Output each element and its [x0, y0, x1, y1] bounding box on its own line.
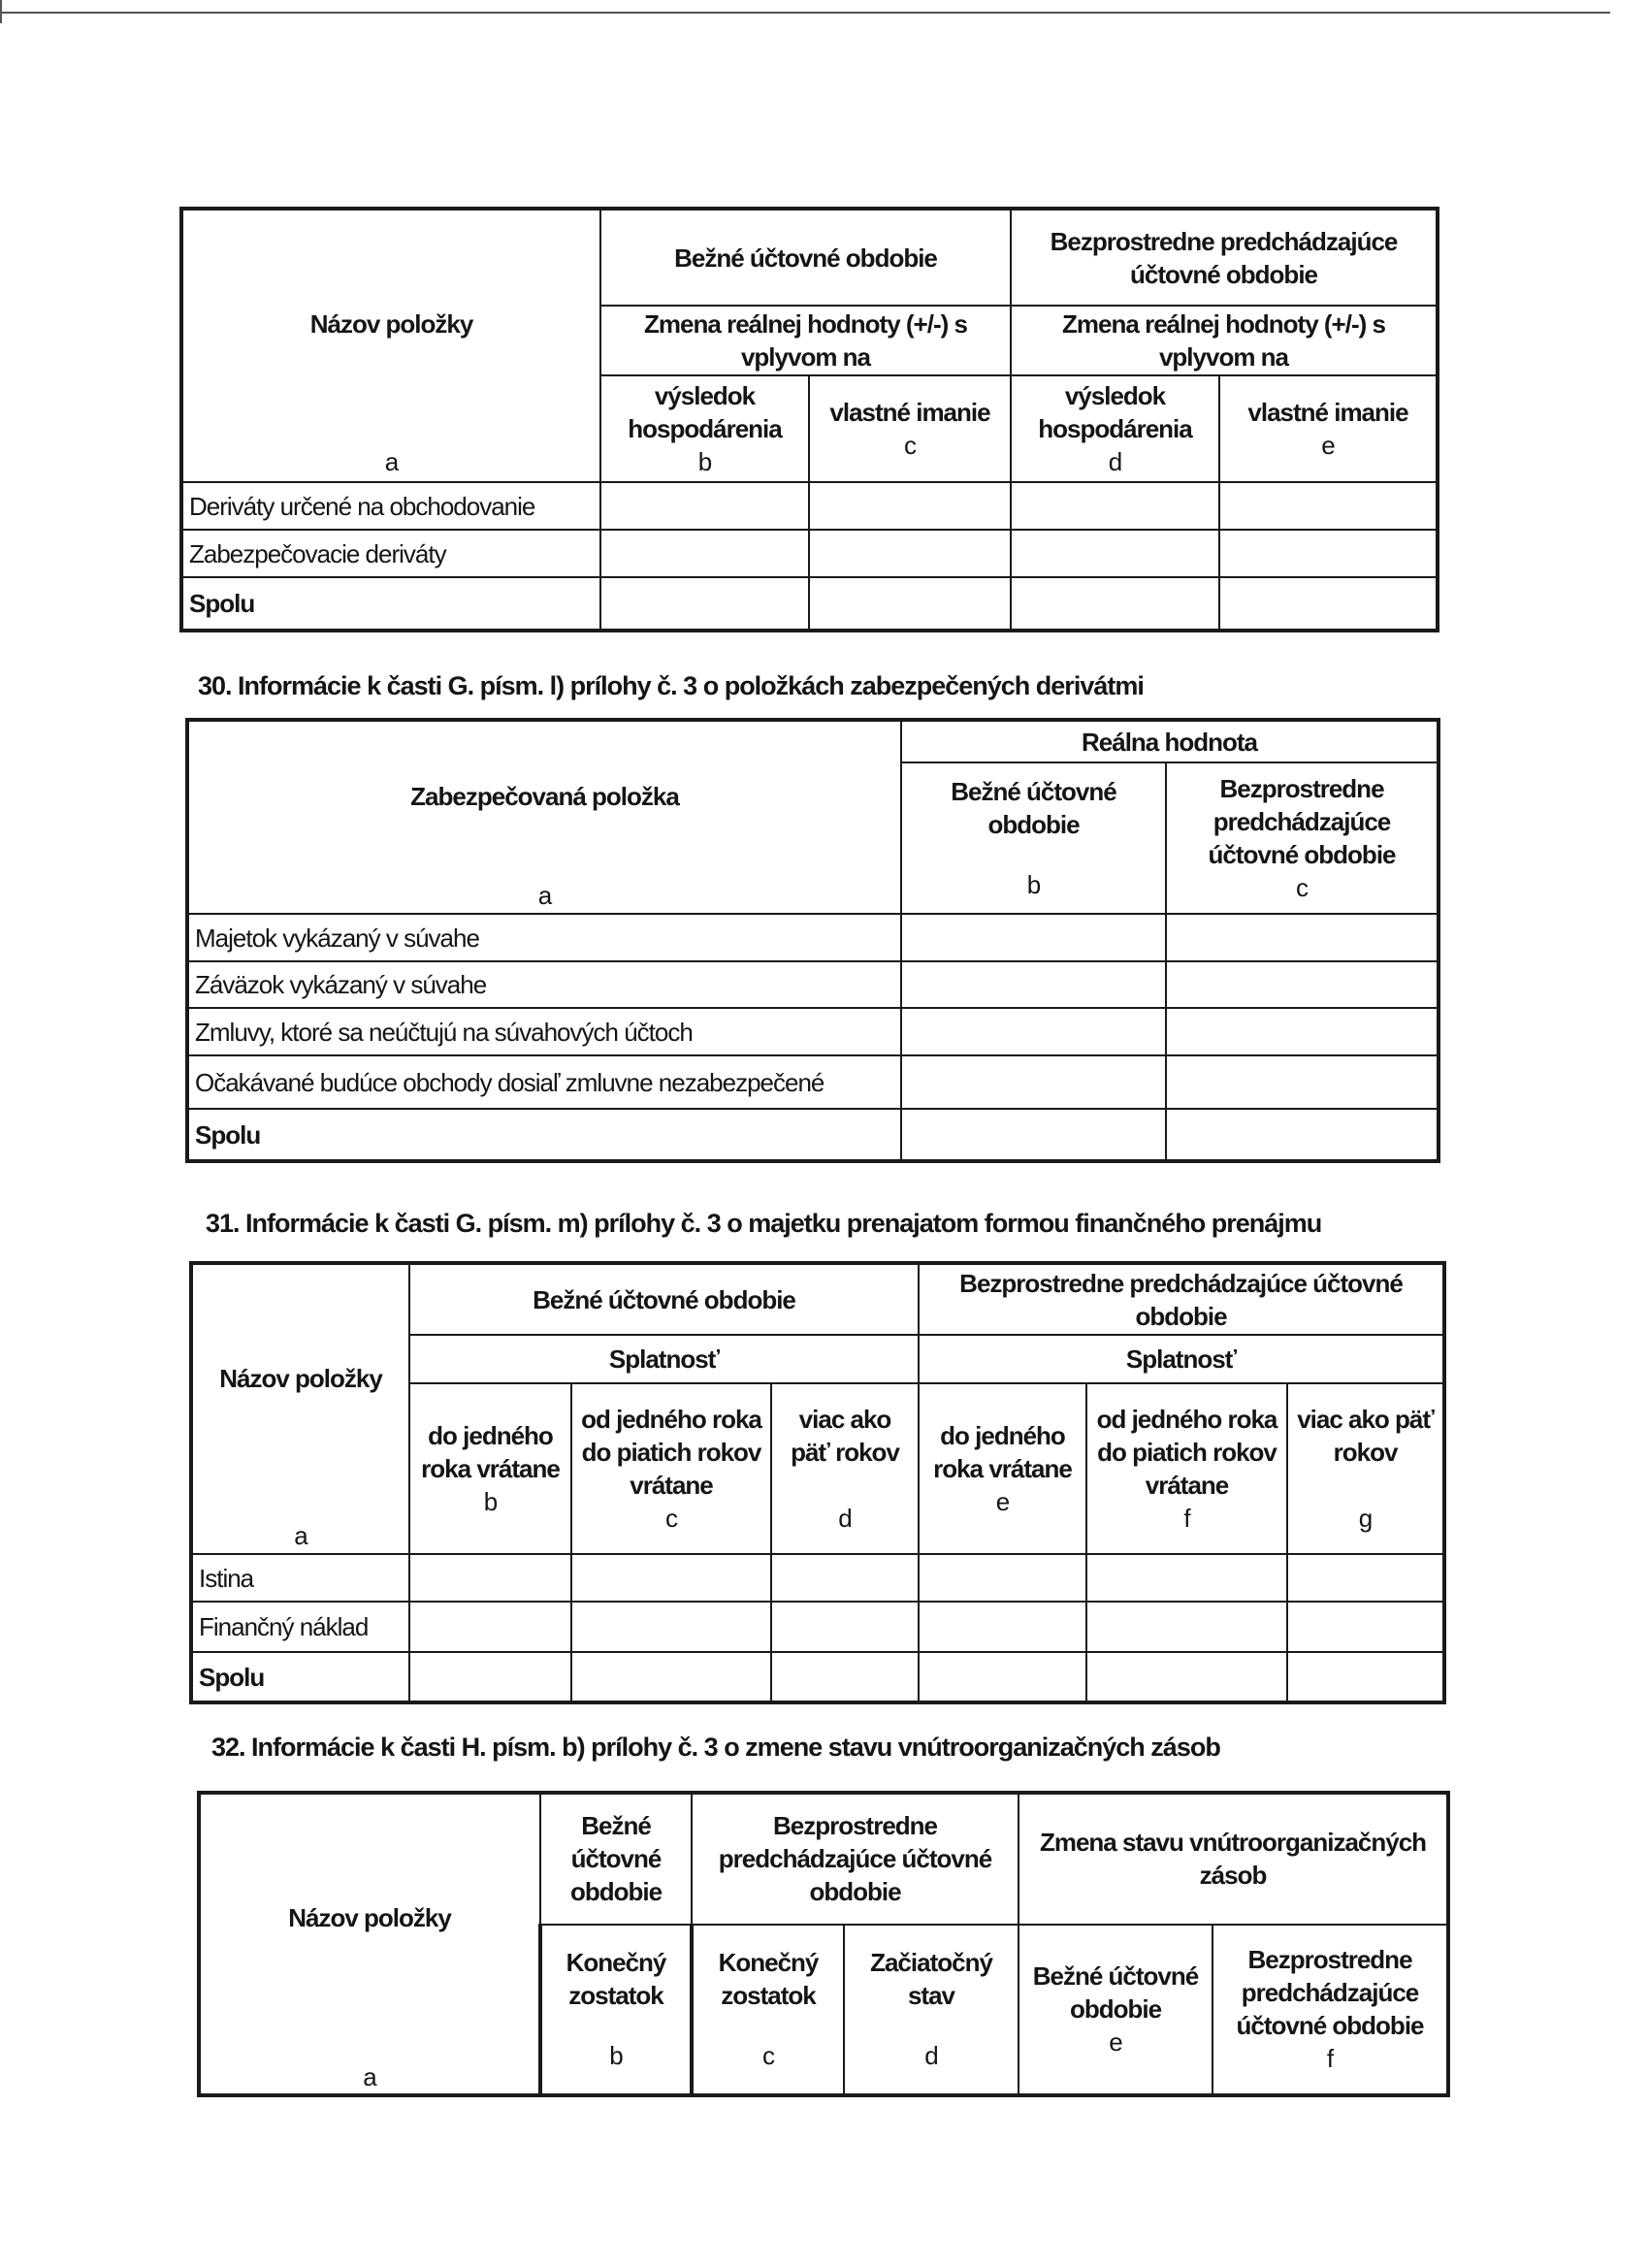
- column-header-equity: vlastné imanie e: [1219, 375, 1438, 482]
- table-cell[interactable]: [771, 1652, 919, 1702]
- column-header-result: výsledok hospodárenia d: [1011, 375, 1219, 482]
- row-label: Zabezpečovacie deriváty: [181, 530, 600, 577]
- table-cell[interactable]: [809, 577, 1011, 631]
- column-header-maturity: Splatnosť: [919, 1335, 1444, 1383]
- column-header-previous-period: Bezprostredne predchádzajúce účtovné obdobie f: [1212, 1925, 1448, 2095]
- column-header-up-to-1-year: do jedného roka vrátane e: [919, 1383, 1086, 1554]
- column-header-over-5-years: viac ako päť rokov g: [1287, 1383, 1444, 1554]
- column-header-equity: vlastné imanie c: [809, 375, 1011, 482]
- column-header-closing-balance: Konečný zostatok c: [692, 1925, 844, 2095]
- column-header-change: Zmena reálnej hodnoty (+/-) s vplyvom na: [600, 306, 1011, 375]
- scan-edge-line: [0, 0, 2, 23]
- table-cell[interactable]: [919, 1554, 1086, 1602]
- section-heading-30: 30. Informácie k časti G. písm. l) prílohy č. 3 o položkách zabezpečených derivátmi: [198, 671, 1144, 700]
- row-label: Finančný náklad: [191, 1602, 409, 1652]
- column-header-maturity: Splatnosť: [409, 1335, 919, 1383]
- table-cell[interactable]: [1086, 1554, 1287, 1602]
- column-header-hedged-item: Zabezpečovaná položka a: [187, 720, 901, 914]
- row-label: Istina: [191, 1554, 409, 1602]
- column-header-opening-balance: Začiatočný stav d: [844, 1925, 1018, 2095]
- section-heading-31: 31. Informácie k časti G. písm. m) prílohy č. 3 o majetku prenajatom formou finančného prenájmu: [206, 1209, 1322, 1238]
- table-cell[interactable]: [600, 577, 809, 631]
- table-cell[interactable]: [571, 1602, 771, 1652]
- table-cell[interactable]: [901, 961, 1166, 1008]
- row-label: Očakávané budúce obchody dosiaľ zmluvne nezabezpečené: [187, 1055, 901, 1109]
- column-header-result: výsledok hospodárenia b: [600, 375, 809, 482]
- column-header-1-to-5-years: od jedného roka do piatich rokov vrátane c: [571, 1383, 771, 1554]
- column-header-current-period: Bežné účtovné obdobie e: [1018, 1925, 1212, 2095]
- table-cell[interactable]: [571, 1554, 771, 1602]
- table-cell[interactable]: [1086, 1602, 1287, 1652]
- table-cell[interactable]: [600, 482, 809, 530]
- column-header-name: Názov položky a: [199, 1793, 540, 2095]
- column-header-previous-period: Bezprostredne predchádzajúce účtovné obdobie c: [1166, 762, 1439, 914]
- table-cell[interactable]: [1166, 961, 1439, 1008]
- column-header-name: Názov položky a: [181, 209, 600, 482]
- table-cell[interactable]: [771, 1602, 919, 1652]
- column-header-current-period: Bežné účtovné obdobie: [540, 1793, 692, 1925]
- table-cell[interactable]: [409, 1652, 571, 1702]
- table-cell[interactable]: [409, 1602, 571, 1652]
- section-heading-32: 32. Informácie k časti H. písm. b) prílohy č. 3 o zmene stavu vnútroorganizačných zásob: [211, 1733, 1220, 1762]
- column-header-current-period: Bežné účtovné obdobie: [409, 1263, 919, 1335]
- row-label: Záväzok vykázaný v súvahe: [187, 961, 901, 1008]
- table-cell[interactable]: [1166, 914, 1439, 961]
- table-cell[interactable]: [771, 1554, 919, 1602]
- table-cell[interactable]: [409, 1554, 571, 1602]
- table-cell[interactable]: [919, 1652, 1086, 1702]
- table-cell[interactable]: [1086, 1652, 1287, 1702]
- table-cell[interactable]: [901, 1008, 1166, 1055]
- table-cell[interactable]: [1166, 1055, 1439, 1109]
- row-label-total: Spolu: [181, 577, 600, 631]
- table-cell[interactable]: [901, 1055, 1166, 1109]
- column-header-fair-value: Reálna hodnota: [901, 720, 1439, 762]
- column-header-previous-period: Bezprostredne predchádzajúce účtovné obdobie: [919, 1263, 1444, 1335]
- column-header-closing-balance: Konečný zostatok b: [540, 1925, 692, 2095]
- inventory-change-table: [197, 1791, 1450, 2097]
- scan-edge-line: [0, 12, 1610, 14]
- table-cell[interactable]: [1011, 577, 1219, 631]
- table-cell[interactable]: [1166, 1109, 1439, 1161]
- table-cell[interactable]: [901, 1109, 1166, 1161]
- column-header-name: Názov položky a: [191, 1263, 409, 1554]
- column-header-current-period: Bežné účtovné obdobie b: [901, 762, 1166, 914]
- column-header-inventory-change: Zmena stavu vnútroorganizačných zásob: [1018, 1793, 1448, 1925]
- row-label: Majetok vykázaný v súvahe: [187, 914, 901, 961]
- table-cell[interactable]: [901, 914, 1166, 961]
- table-cell[interactable]: [571, 1652, 771, 1702]
- table-cell[interactable]: [809, 530, 1011, 577]
- table-cell[interactable]: [1287, 1602, 1444, 1652]
- column-header-over-5-years: viac ako päť rokov d: [771, 1383, 919, 1554]
- column-header-current-period: Bežné účtovné obdobie: [600, 209, 1011, 306]
- table-cell[interactable]: [1166, 1008, 1439, 1055]
- column-header-previous-period: Bezprostredne predchádzajúce účtovné obdobie: [692, 1793, 1018, 1925]
- table-cell[interactable]: [1287, 1652, 1444, 1702]
- table-cell[interactable]: [1219, 577, 1438, 631]
- table-cell[interactable]: [1011, 530, 1219, 577]
- table-cell[interactable]: [600, 530, 809, 577]
- column-header-up-to-1-year: do jedného roka vrátane b: [409, 1383, 571, 1554]
- row-label: Deriváty určené na obchodovanie: [181, 482, 600, 530]
- column-header-change: Zmena reálnej hodnoty (+/-) s vplyvom na: [1011, 306, 1438, 375]
- row-label-total: Spolu: [191, 1652, 409, 1702]
- column-header-previous-period: Bezprostredne predchádzajúce účtovné obdobie: [1011, 209, 1438, 306]
- table-cell[interactable]: [1011, 482, 1219, 530]
- table-cell[interactable]: [1287, 1554, 1444, 1602]
- row-label: Zmluvy, ktoré sa neúčtujú na súvahových účtoch: [187, 1008, 901, 1055]
- row-label-total: Spolu: [187, 1109, 901, 1161]
- table-cell[interactable]: [919, 1602, 1086, 1652]
- table-cell[interactable]: [809, 482, 1011, 530]
- fair-value-change-table: [179, 207, 1439, 632]
- finance-lease-table: [189, 1261, 1446, 1704]
- table-cell[interactable]: [1219, 530, 1438, 577]
- hedged-items-table: [185, 718, 1440, 1163]
- table-cell[interactable]: [1219, 482, 1438, 530]
- column-header-1-to-5-years: od jedného roka do piatich rokov vrátane f: [1086, 1383, 1287, 1554]
